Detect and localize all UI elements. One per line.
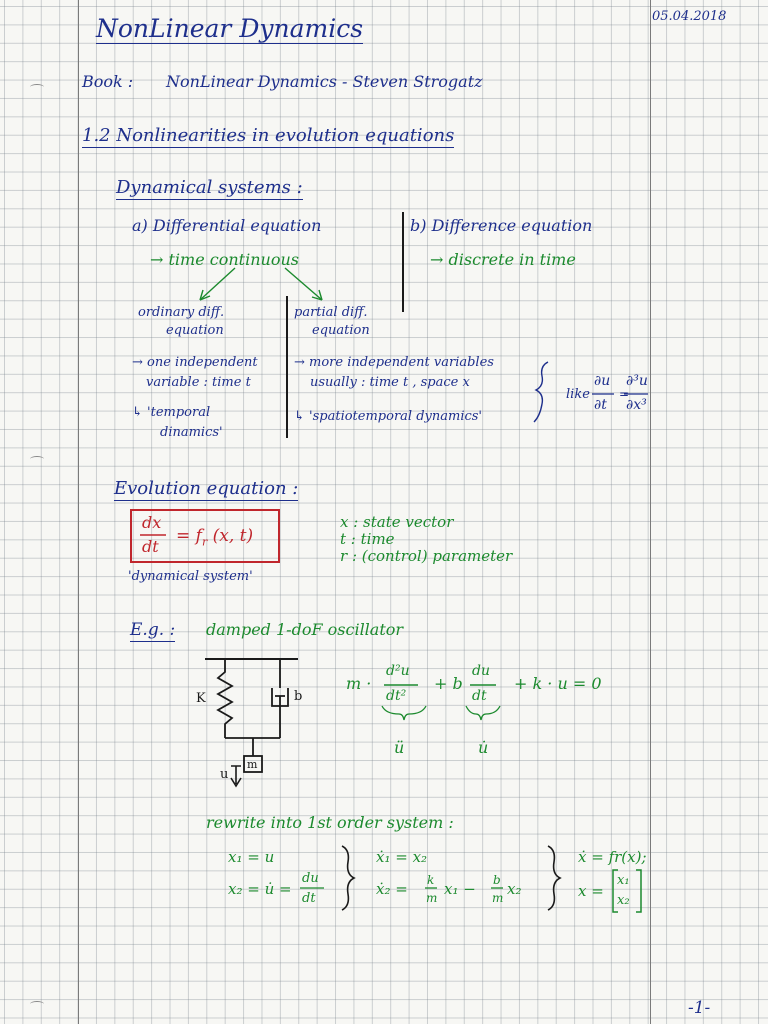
ode-udot: u̇ [478, 738, 489, 757]
pde-point-1b: usually : time t , space x [310, 375, 470, 390]
section-heading: 1.2 Nonlinearities in evolution equations [82, 125, 455, 146]
damper-label: b [294, 689, 303, 704]
ode-mass-term: m · [346, 674, 372, 693]
discrete-time-note: → discrete in time [430, 250, 576, 269]
pde-label-2: equation [312, 323, 370, 338]
ode-point-1: → one independent [132, 355, 258, 370]
difference-equation-label: b) Difference equation [410, 216, 593, 235]
pde-example-den-left: ∂t [594, 397, 607, 413]
evolution-heading: Evolution equation : [114, 478, 299, 499]
var-parameter: r : (control) parameter [340, 547, 513, 565]
system-x2: x₂ = u̇ = [228, 880, 292, 898]
book-label: Book : [82, 72, 134, 91]
page-number: -1- [688, 998, 711, 1018]
like-label: like [566, 387, 590, 402]
var-time: t : time [340, 530, 395, 548]
example-label: E.g. : [130, 620, 176, 640]
system-m1: m [426, 891, 438, 905]
ode-label: ordinary diff. [138, 305, 225, 320]
pde-point-1: → more independent variables [294, 355, 494, 370]
pde-example-den-right: ∂x³ [626, 397, 647, 413]
system-dx2: ẋ₂ = [376, 880, 408, 898]
ode-d2u: d²u [386, 663, 410, 679]
system-k: k [427, 873, 435, 887]
mass-label: m [247, 758, 258, 771]
evolution-eq-numerator: dx [142, 513, 162, 532]
ode-uddot: ü [394, 738, 405, 757]
rewrite-heading: rewrite into 1st order system : [206, 813, 454, 832]
evolution-eq-denominator: dt [142, 537, 159, 556]
system-mid: x₁ − [444, 880, 476, 898]
pde-label: partial diff. [294, 305, 368, 320]
ode-damping-term: + b [434, 674, 463, 693]
vector-equation: ẋ = fr(x); [578, 848, 647, 866]
system-du: du [302, 871, 319, 886]
date: 05.04.2018 [652, 9, 727, 24]
book-value: NonLinear Dynamics - Steven Strogatz [166, 72, 483, 91]
ode-stiffness-term: + k · u = 0 [514, 674, 602, 693]
pde-example-num-left: ∂u [594, 373, 611, 389]
evolution-eq-rhs: = $f_r$ (x, t) [176, 526, 254, 549]
vector-definition: x = [578, 882, 604, 900]
system-x1: x₁ = u [228, 848, 275, 866]
differential-equation-label: a) Differential equation [132, 216, 322, 235]
dynamical-system-caption: 'dynamical system' [128, 569, 253, 584]
ode-point-2b: dinamics' [160, 425, 223, 440]
spring-label: K [196, 691, 206, 706]
var-state-vector: x : state vector [340, 513, 454, 531]
dynamical-systems-heading: Dynamical systems : [116, 177, 303, 198]
time-continuous-note: → time continuous [150, 250, 299, 269]
system-dx1: ẋ₁ = x₂ [376, 848, 428, 866]
system-m2: m [492, 891, 504, 905]
example-title: damped 1-doF oscillator [206, 620, 404, 639]
displacement-label: u [220, 767, 229, 782]
page-title: NonLinear Dynamics [96, 14, 364, 43]
pde-example-equals: = [619, 387, 630, 401]
ode-dt: dt [472, 688, 487, 704]
ode-label-2: equation [166, 323, 224, 338]
ode-du: du [472, 663, 490, 679]
ode-point-2: ↳ 'temporal [132, 405, 211, 420]
ode-point-1b: variable : time t [146, 375, 251, 390]
ode-dt2: dt² [386, 688, 407, 704]
pde-example-num-right: ∂³u [626, 373, 648, 389]
vector-x1: x₁ [617, 873, 630, 888]
system-b: b [493, 873, 501, 887]
vector-x2: x₂ [617, 893, 630, 908]
system-dt: dt [302, 891, 316, 906]
system-end: x₂ [507, 880, 522, 898]
pde-point-2: ↳ 'spatiotemporal dynamics' [294, 409, 482, 424]
